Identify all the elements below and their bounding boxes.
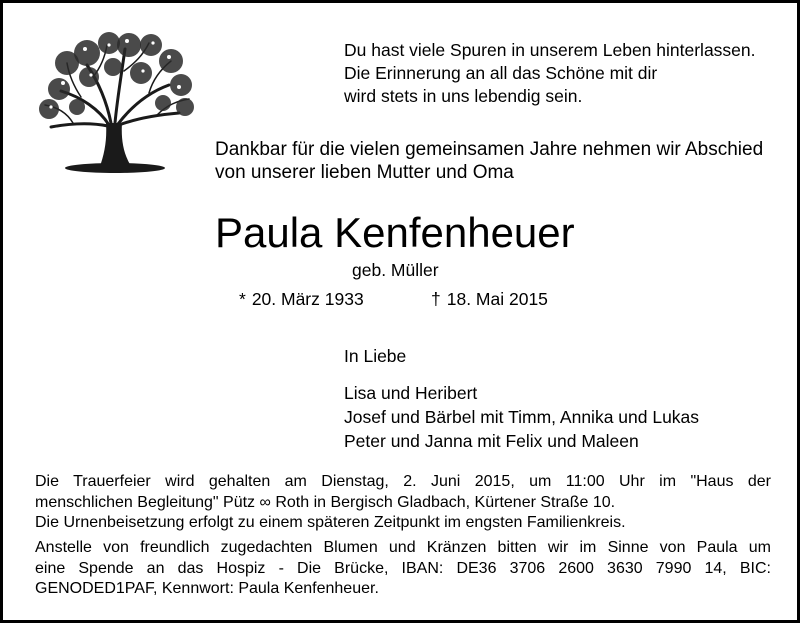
ceremony-line: Die Trauerfeier wird gehalten am Dienstag, 2. Juni 2015, um 11:00 Uhr im "Haus der [35, 473, 771, 490]
donation-line: Anstelle von freundlich zugedachten Blumen und Kränzen bitten wir im Sinne von Paula um [35, 539, 771, 556]
death-symbol: † [431, 289, 441, 309]
verse-line: wird stets in uns lebendig sein. [344, 86, 583, 106]
in-love-intro: In Liebe [344, 346, 407, 366]
ceremony-line: menschlichen Begleitung" Pütz ∞ Roth in Bergisch Gladbach, Kürtener Straße 10. [35, 493, 616, 511]
birth-date [239, 288, 364, 310]
ceremony-line: Die Urnenbeisetzung erfolgt zu einem späteren Zeitpunkt im engsten Familienkreis. [35, 514, 626, 531]
family-members [344, 381, 699, 453]
memorial-verse [344, 39, 756, 108]
donation-details [35, 538, 771, 600]
donation-line: eine Spende an das Hospiz - Die Brücke, IBAN: DE36 3706 2600 3630 7990 14, BIC: [35, 559, 771, 577]
ceremony-details [35, 472, 771, 534]
tree-icon [29, 31, 197, 177]
death-date [431, 288, 548, 310]
verse-line: Du hast viele Spuren in unserem Leben hinterlassen. [344, 40, 756, 60]
deceased-name: Paula Kenfenheuer [215, 209, 575, 256]
birth-date-text: 20. März 1933 [251, 289, 364, 309]
birth-symbol: * [239, 289, 246, 309]
verse-line: Die Erinnerung an all das Schöne mit dir [344, 63, 658, 83]
family-member-line: Josef und Bärbel mit Timm, Annika und Lukas [344, 407, 700, 427]
farewell-line: Dankbar für die vielen gemeinsamen Jahre nehmen wir Abschied [215, 139, 764, 160]
farewell-line: von unserer lieben Mutter und Oma [215, 162, 514, 183]
death-date-text: 18. Mai 2015 [446, 289, 548, 309]
family-member-line: Peter und Janna mit Felix und Maleen [344, 431, 639, 451]
maiden-name: geb. Müller [352, 260, 439, 280]
farewell-statement [215, 138, 763, 184]
donation-line: GENODED1PAF, Kennwort: Paula Kenfenheuer. [35, 580, 379, 597]
family-member-line: Lisa und Heribert [344, 383, 478, 403]
